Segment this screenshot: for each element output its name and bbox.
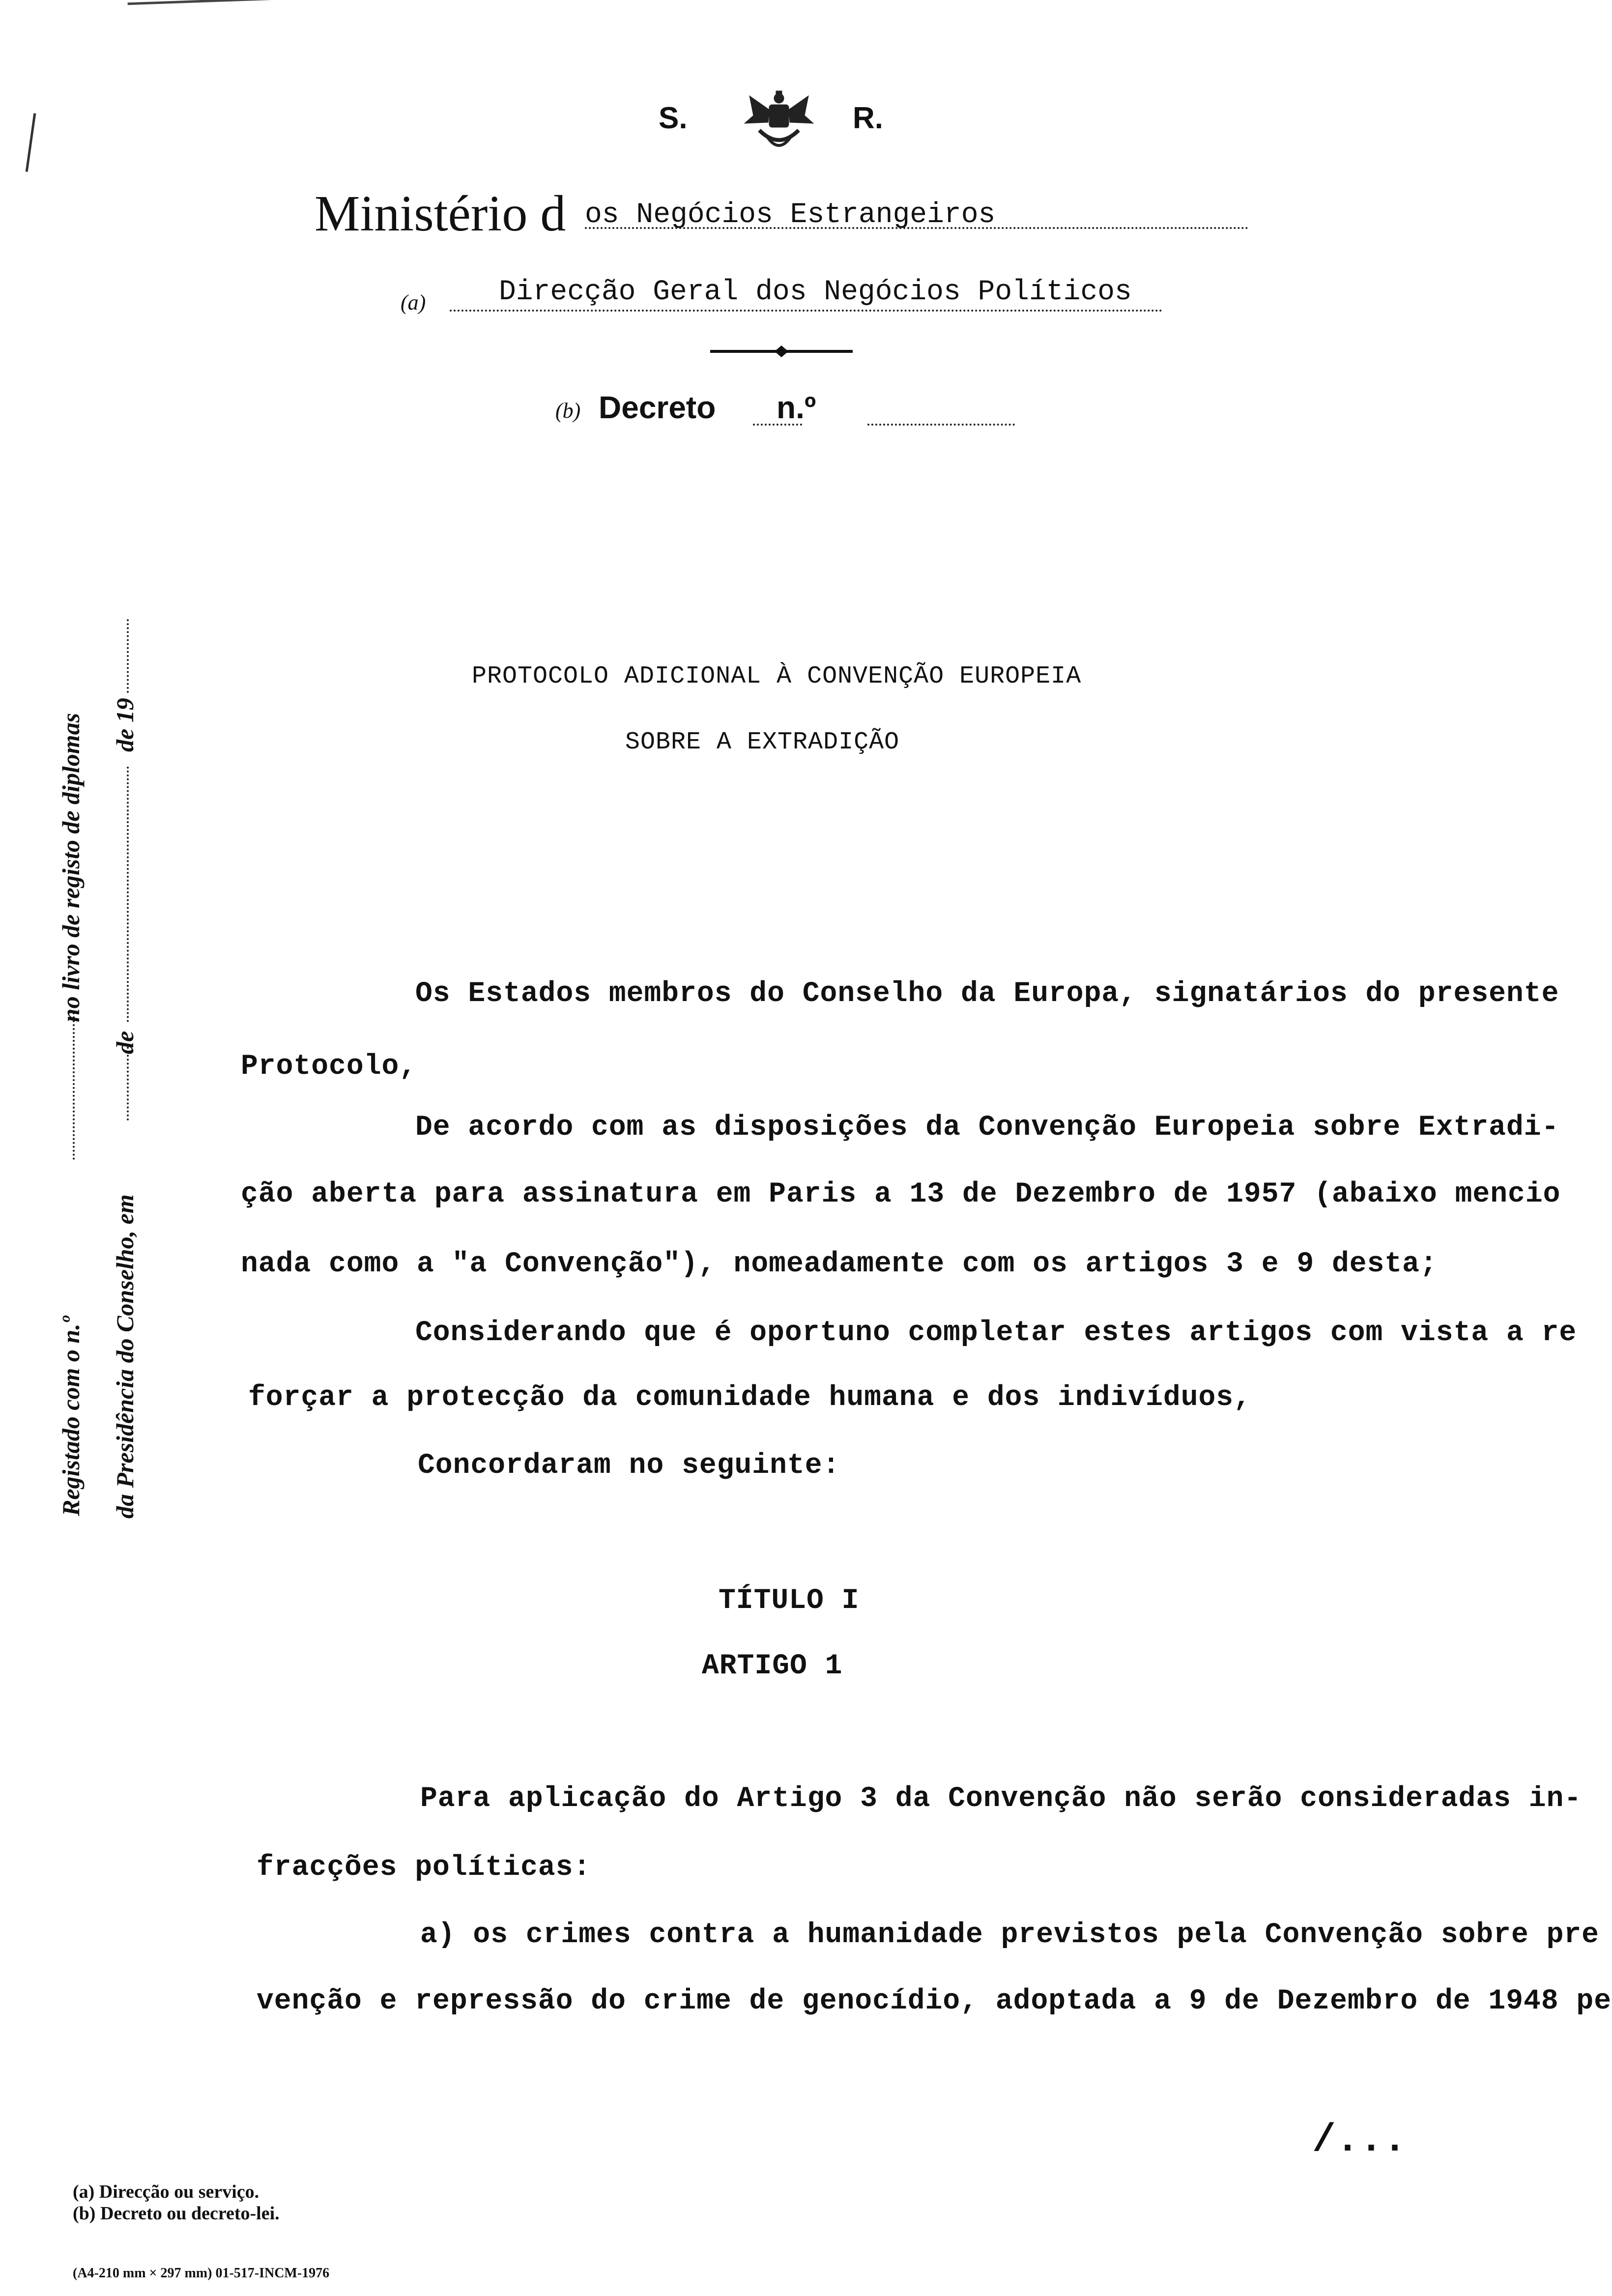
print-reference: (A4-210 mm × 297 mm) 01-517-INCM-1976 [73, 2266, 330, 2281]
margin-note-line2b: de [111, 1031, 139, 1054]
body-line: ção aberta para assinatura em Paris a 13 de Dezembro de 1957 (abaixo mencio [241, 1178, 1561, 1210]
document-title-line1: PROTOCOLO ADICIONAL À CONVENÇÃO EUROPEIA [472, 662, 1082, 690]
document-title-line2: SOBRE A EXTRADIÇÃO [625, 728, 900, 756]
header-s-letter: S. [659, 101, 688, 135]
margin-line2-dotted [127, 1047, 129, 1120]
ministry-dotted-line [585, 227, 1248, 229]
margin-note-line2c: de 19 [111, 698, 139, 752]
body-line: nada como a "a Convenção"), nomeadamente com os artigos 3 e 9 desta; [241, 1248, 1438, 1280]
margin-line4-dotted [127, 619, 129, 693]
decree-label: Decreto [599, 390, 716, 425]
direction-dotted-line [450, 310, 1162, 312]
article-line: fracções políticas: [257, 1852, 591, 1884]
body-line: Os Estados membros do Conselho da Europa, signatários do presente [415, 978, 1559, 1010]
number-dotted-line [867, 424, 1015, 426]
ministry-prefix: Ministério d [315, 185, 566, 242]
scan-mark-top [128, 0, 276, 16]
article-line: Para aplicação do Artigo 3 da Convenção não serão consideradas in- [420, 1783, 1582, 1815]
article-title: ARTIGO 1 [702, 1650, 843, 1682]
article-line: a) os crimes contra a humanidade previstos pela Convenção sobre pre [420, 1919, 1599, 1951]
footnote-a: (a) Direcção ou serviço. [73, 2181, 259, 2202]
body-line: Concordaram no seguinte: [418, 1450, 840, 1482]
margin-line3-dotted [127, 767, 129, 1022]
article-line: venção e repressão do crime de genocídio, adoptada a 9 de Dezembro de 1948 pe [257, 1985, 1612, 2017]
header-r-letter: R. [853, 101, 883, 135]
margin-note-line1a: Registado com o n.º [57, 1316, 85, 1516]
body-line: De acordo com as disposições da Convenção Europeia sobre Extradi- [415, 1112, 1559, 1144]
continuation-mark: /... [1312, 2118, 1407, 2163]
margin-line1-dotted [73, 1012, 75, 1160]
header-divider-ornament [708, 344, 855, 359]
direction-marker: (a) [401, 290, 426, 315]
ministry-name: os Negócios Estrangeiros [585, 199, 996, 231]
number-label: n.º [777, 390, 816, 425]
margin-note-line2a: da Presidência do Conselho, em [111, 1194, 139, 1519]
decree-marker: (b) [555, 399, 581, 423]
body-line: Protocolo, [241, 1051, 417, 1083]
margin-note-line1b: no livro de registo de diplomas [57, 713, 85, 1022]
footnote-b: (b) Decreto ou decreto-lei. [73, 2203, 280, 2224]
body-line: forçar a protecção da comunidade humana e dos indivíduos, [248, 1382, 1251, 1414]
direction-name: Direcção Geral dos Negócios Políticos [499, 276, 1132, 308]
body-line: Considerando que é oportuno completar estes artigos com vista a re [415, 1317, 1577, 1349]
coat-of-arms-emblem [740, 81, 818, 157]
scan-mark-left [26, 113, 36, 172]
section-title: TÍTULO I [719, 1585, 860, 1617]
